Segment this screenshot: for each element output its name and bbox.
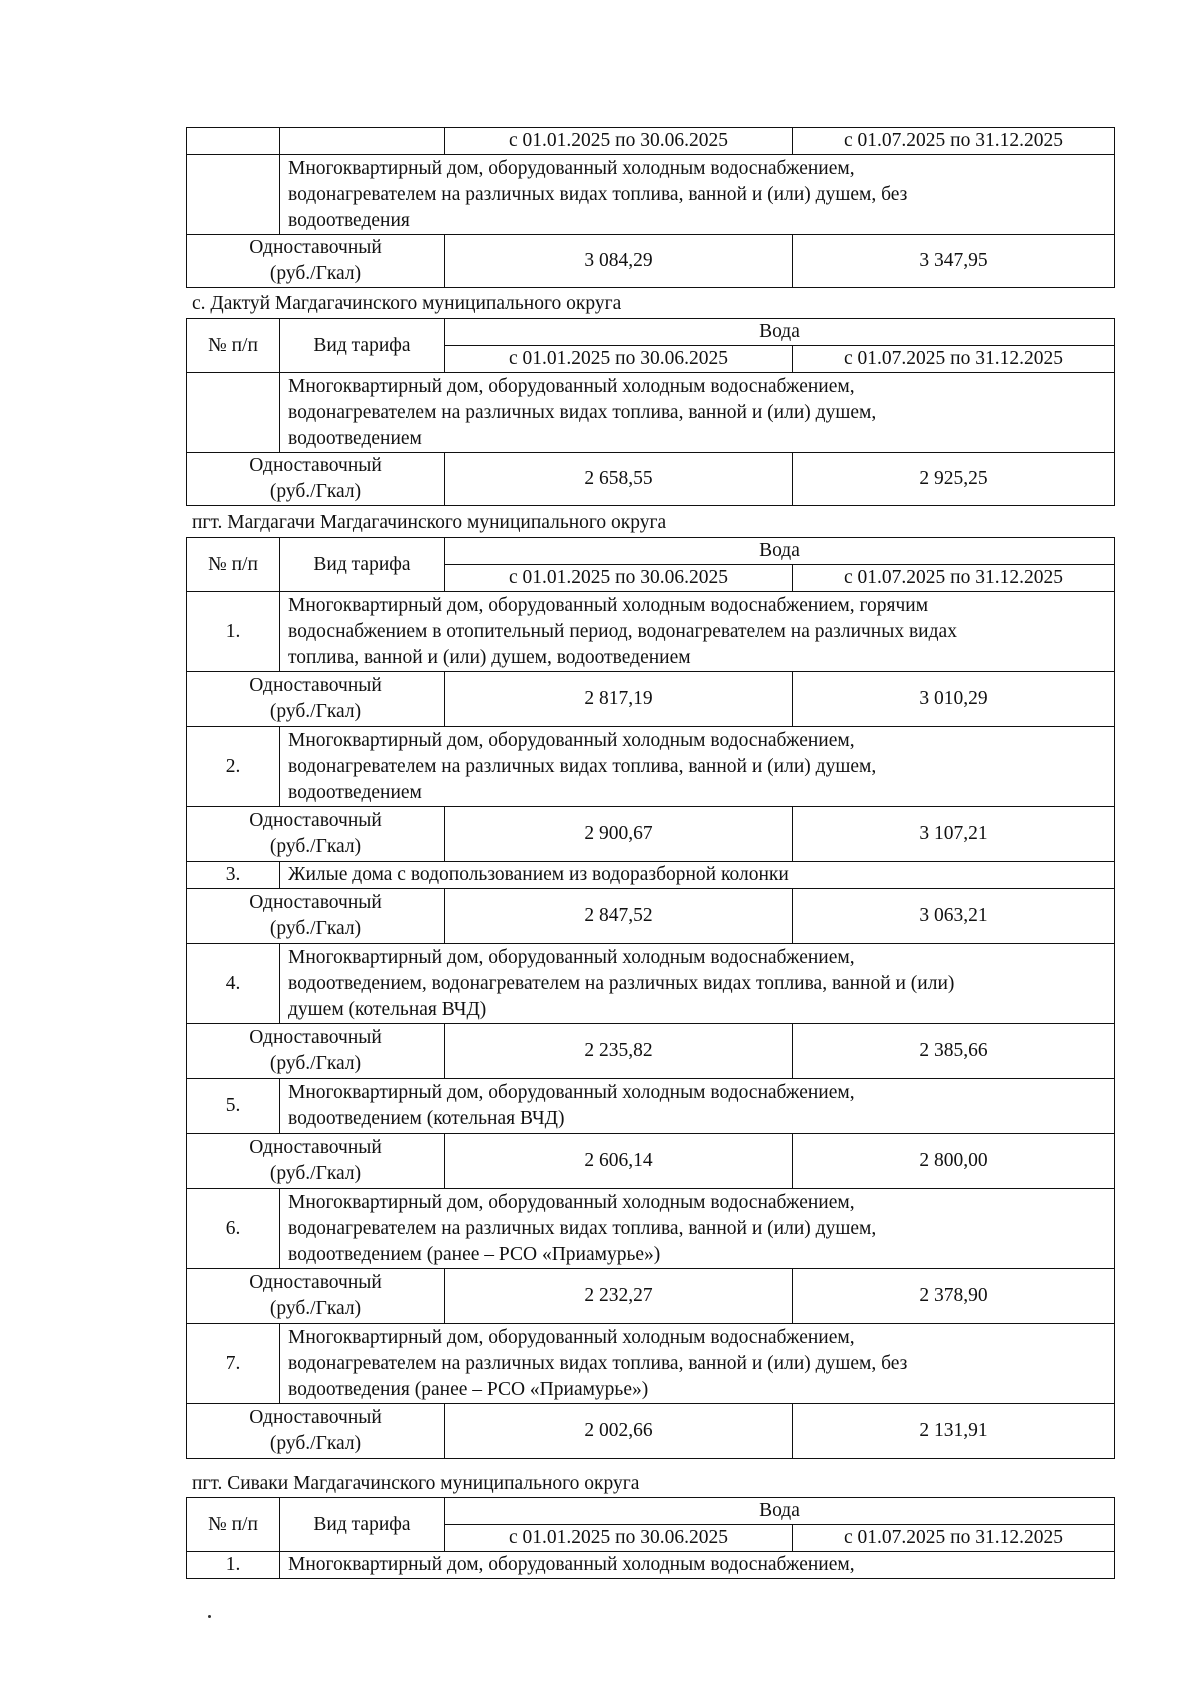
value-period-1: 2 900,67 xyxy=(445,807,793,862)
water-header: Вода xyxy=(445,1498,1115,1525)
table-row xyxy=(187,538,1115,565)
period-1-header: с 01.01.2025 по 30.06.2025 xyxy=(445,128,793,155)
period-1-header: с 01.01.2025 по 30.06.2025 xyxy=(445,346,793,373)
table-row xyxy=(187,592,1115,672)
table-row xyxy=(187,944,1115,1024)
value-period-1: 2 658,55 xyxy=(445,453,793,506)
tariff-type-header: Вид тарифа xyxy=(280,538,445,592)
table-row xyxy=(187,1024,1115,1079)
table-row xyxy=(187,807,1115,862)
row-description: Многоквартирный дом, оборудованный холодным водоснабжением, водонагревателем на различных видах топлива, ванной и (или) душем, без водоотведения xyxy=(280,155,1115,235)
table-row xyxy=(187,672,1115,727)
section-caption-magdagachi: пгт. Магдагачи Магдагачинского муниципального округа xyxy=(192,512,667,533)
table-row xyxy=(187,235,1115,288)
row-number: 1. xyxy=(187,592,280,672)
table-row xyxy=(187,1189,1115,1269)
value-period-1: 2 235,82 xyxy=(445,1024,793,1079)
row-description: Многоквартирный дом, оборудованный холодным водоснабжением, водонагревателем на различных видах топлива, ванной и (или) душем, водоотведением (ранее – РСО «Приамурье») xyxy=(280,1189,1115,1269)
row-description: Многоквартирный дом, оборудованный холодным водоснабжением, водоотведением (котельная ВЧД) xyxy=(280,1079,1115,1134)
table-row xyxy=(187,1498,1115,1525)
row-description: Многоквартирный дом, оборудованный холодным водоснабжением, xyxy=(280,1552,1115,1579)
tariff-type-label: Одноставочный (руб./Гкал) xyxy=(187,807,445,862)
daktuy-table-block xyxy=(186,318,1114,506)
tariff-type-label: Одноставочный (руб./Гкал) xyxy=(187,235,445,288)
number-header: № п/п xyxy=(187,1498,280,1552)
table-row xyxy=(187,727,1115,807)
table-row xyxy=(187,373,1115,453)
period-2-header: с 01.07.2025 по 31.12.2025 xyxy=(793,1525,1115,1552)
number-header: № п/п xyxy=(187,538,280,592)
tariff-type-label: Одноставочный (руб./Гкал) xyxy=(187,1134,445,1189)
value-period-1: 3 084,29 xyxy=(445,235,793,288)
row-description: Многоквартирный дом, оборудованный холодным водоснабжением, водонагревателем на различных видах топлива, ванной и (или) душем, без водоотведения (ранее – РСО «Приамурье») xyxy=(280,1324,1115,1404)
value-period-1: 2 232,27 xyxy=(445,1269,793,1324)
sivaki-table xyxy=(186,1497,1115,1579)
water-header: Вода xyxy=(445,538,1115,565)
period-1-header: с 01.01.2025 по 30.06.2025 xyxy=(445,565,793,592)
table-row xyxy=(187,1404,1115,1459)
table-row xyxy=(187,1552,1115,1579)
table-row xyxy=(187,453,1115,506)
value-period-2: 2 131,91 xyxy=(793,1404,1115,1459)
row-number: 3. xyxy=(187,862,280,889)
tariff-type-label: Одноставочный (руб./Гкал) xyxy=(187,672,445,727)
row-number: 1. xyxy=(187,1552,280,1579)
value-period-2: 3 347,95 xyxy=(793,235,1115,288)
value-period-2: 2 385,66 xyxy=(793,1024,1115,1079)
magdagachi-table xyxy=(186,537,1115,1459)
tariff-type-label: Одноставочный (руб./Гкал) xyxy=(187,1269,445,1324)
table-row xyxy=(187,1269,1115,1324)
tariff-type-header: Вид тарифа xyxy=(280,319,445,373)
tariff-type-label: Одноставочный (руб./Гкал) xyxy=(187,1404,445,1459)
empty-cell xyxy=(187,128,280,155)
row-description: Многоквартирный дом, оборудованный холодным водоснабжением, водонагревателем на различных видах топлива, ванной и (или) душем, водоотведением xyxy=(280,727,1115,807)
period-2-header: с 01.07.2025 по 31.12.2025 xyxy=(793,565,1115,592)
value-period-2: 3 010,29 xyxy=(793,672,1115,727)
table-row xyxy=(187,1134,1115,1189)
period-1-header: с 01.01.2025 по 30.06.2025 xyxy=(445,1525,793,1552)
section-caption-daktuy: с. Дактуй Магдагачинского муниципального округа xyxy=(192,293,622,314)
row-number xyxy=(187,155,280,235)
value-period-2: 3 107,21 xyxy=(793,807,1115,862)
row-description: Многоквартирный дом, оборудованный холодным водоснабжением, горячим водоснабжением в отопительный период, водонагревателем на различных видах топлива, ванной и (или) душем, водоотведением xyxy=(280,592,1115,672)
tariff-type-label: Одноставочный (руб./Гкал) xyxy=(187,889,445,944)
value-period-2: 2 925,25 xyxy=(793,453,1115,506)
table-row xyxy=(187,1079,1115,1134)
value-period-1: 2 606,14 xyxy=(445,1134,793,1189)
table-row xyxy=(187,319,1115,346)
empty-cell xyxy=(280,128,445,155)
row-number: 2. xyxy=(187,727,280,807)
table-row xyxy=(187,155,1115,235)
row-number: 4. xyxy=(187,944,280,1024)
water-header: Вода xyxy=(445,319,1115,346)
value-period-1: 2 002,66 xyxy=(445,1404,793,1459)
section-caption-sivaki: пгт. Сиваки Магдагачинского муниципального округа xyxy=(192,1473,640,1494)
tariff-type-label: Одноставочный (руб./Гкал) xyxy=(187,453,445,506)
row-number: 6. xyxy=(187,1189,280,1269)
table-row xyxy=(187,862,1115,889)
table-row xyxy=(187,1324,1115,1404)
row-number: 5. xyxy=(187,1079,280,1134)
row-description: Многоквартирный дом, оборудованный холодным водоснабжением, водоотведением, водонагревателем на различных видах топлива, ванной и (или) душем (котельная ВЧД) xyxy=(280,944,1115,1024)
value-period-2: 2 800,00 xyxy=(793,1134,1115,1189)
number-header: № п/п xyxy=(187,319,280,373)
period-2-header: с 01.07.2025 по 31.12.2025 xyxy=(793,128,1115,155)
scan-speck xyxy=(208,1615,211,1618)
table-row xyxy=(187,128,1115,155)
tariff-type-header: Вид тарифа xyxy=(280,1498,445,1552)
magdagachi-table-block xyxy=(186,537,1114,1459)
row-description: Многоквартирный дом, оборудованный холодным водоснабжением, водонагревателем на различных видах топлива, ванной и (или) душем, водоотведением xyxy=(280,373,1115,453)
continuation-table-block xyxy=(186,127,1114,288)
tariff-type-label: Одноставочный (руб./Гкал) xyxy=(187,1024,445,1079)
value-period-2: 3 063,21 xyxy=(793,889,1115,944)
value-period-1: 2 817,19 xyxy=(445,672,793,727)
value-period-1: 2 847,52 xyxy=(445,889,793,944)
sivaki-table-block xyxy=(186,1497,1114,1579)
daktuy-table xyxy=(186,318,1115,506)
value-period-2: 2 378,90 xyxy=(793,1269,1115,1324)
row-description: Жилые дома с водопользованием из водоразборной колонки xyxy=(280,862,1115,889)
row-number: 7. xyxy=(187,1324,280,1404)
period-2-header: с 01.07.2025 по 31.12.2025 xyxy=(793,346,1115,373)
row-number xyxy=(187,373,280,453)
table-row xyxy=(187,889,1115,944)
continuation-table xyxy=(186,127,1115,288)
